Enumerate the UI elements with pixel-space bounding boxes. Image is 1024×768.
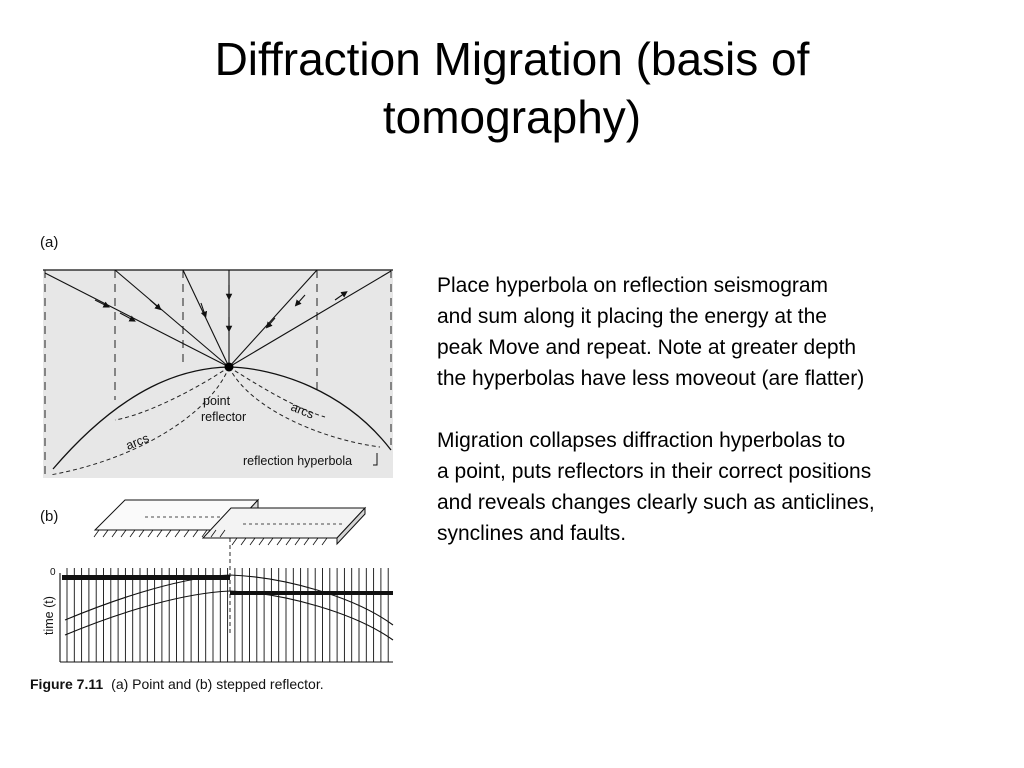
hatch-mark — [268, 538, 273, 545]
hatch-mark — [121, 530, 126, 537]
panel-a-point-reflector-diagram — [43, 270, 393, 478]
time-axis-label: time (t) — [42, 596, 56, 635]
hatch-mark — [241, 538, 246, 545]
panel-a-label: (a) — [40, 234, 59, 251]
slide-title: Diffraction Migration (basis of tomography) — [214, 33, 810, 143]
arcs-label-left: arcs — [123, 430, 152, 453]
figure-number: Figure 7.11 — [30, 676, 104, 692]
hatch-mark — [286, 538, 291, 545]
hatch-mark — [166, 530, 171, 537]
hatch-mark — [94, 530, 99, 537]
figure-caption — [30, 676, 324, 692]
paragraph-migration-effects: Migration collapses diffraction hyperbolas to a point, puts reflectors in their correct positions and reveals changes clearly such as anticlines, synclines and faults. — [437, 429, 875, 545]
arcs-label-right: arcs — [288, 399, 317, 422]
hatch-mark — [250, 538, 255, 545]
hatch-mark — [295, 538, 300, 545]
diffraction-hyperbolas — [65, 575, 393, 640]
right-slab-hatching — [232, 538, 327, 545]
hatch-mark — [175, 530, 180, 537]
panel-b-stepped-reflector-diagram — [42, 500, 393, 662]
point-reflector-dot — [225, 363, 234, 372]
hatch-mark — [313, 538, 318, 545]
hatch-mark — [130, 530, 135, 537]
reflection-hyperbola-label: reflection hyperbola — [243, 454, 353, 468]
hatch-mark — [193, 530, 198, 537]
hatch-mark — [232, 538, 237, 545]
hatch-mark — [304, 538, 309, 545]
paragraph-hyperbola-summation: Place hyperbola on reflection seismogram and sum along it placing the energy at the peak Move and repeat. Note at greater depth the hyperbolas have less moveout (are flatter) — [437, 274, 865, 390]
hatch-mark — [184, 530, 189, 537]
hatch-mark — [139, 530, 144, 537]
seismic-traces — [67, 568, 388, 662]
hatch-mark — [148, 530, 153, 537]
hatch-mark — [277, 538, 282, 545]
hatch-mark — [112, 530, 117, 537]
figure-7-11 — [25, 225, 405, 695]
panel-b-label: (b) — [40, 508, 59, 525]
figure-caption-text: (a) Point and (b) stepped reflector. — [111, 676, 324, 692]
hatch-mark — [103, 530, 108, 537]
hatch-mark — [322, 538, 327, 545]
hatch-mark — [157, 530, 162, 537]
point-reflector-label: point reflector — [201, 394, 247, 424]
time-axis-zero: 0 — [50, 567, 56, 578]
hatch-mark — [259, 538, 264, 545]
